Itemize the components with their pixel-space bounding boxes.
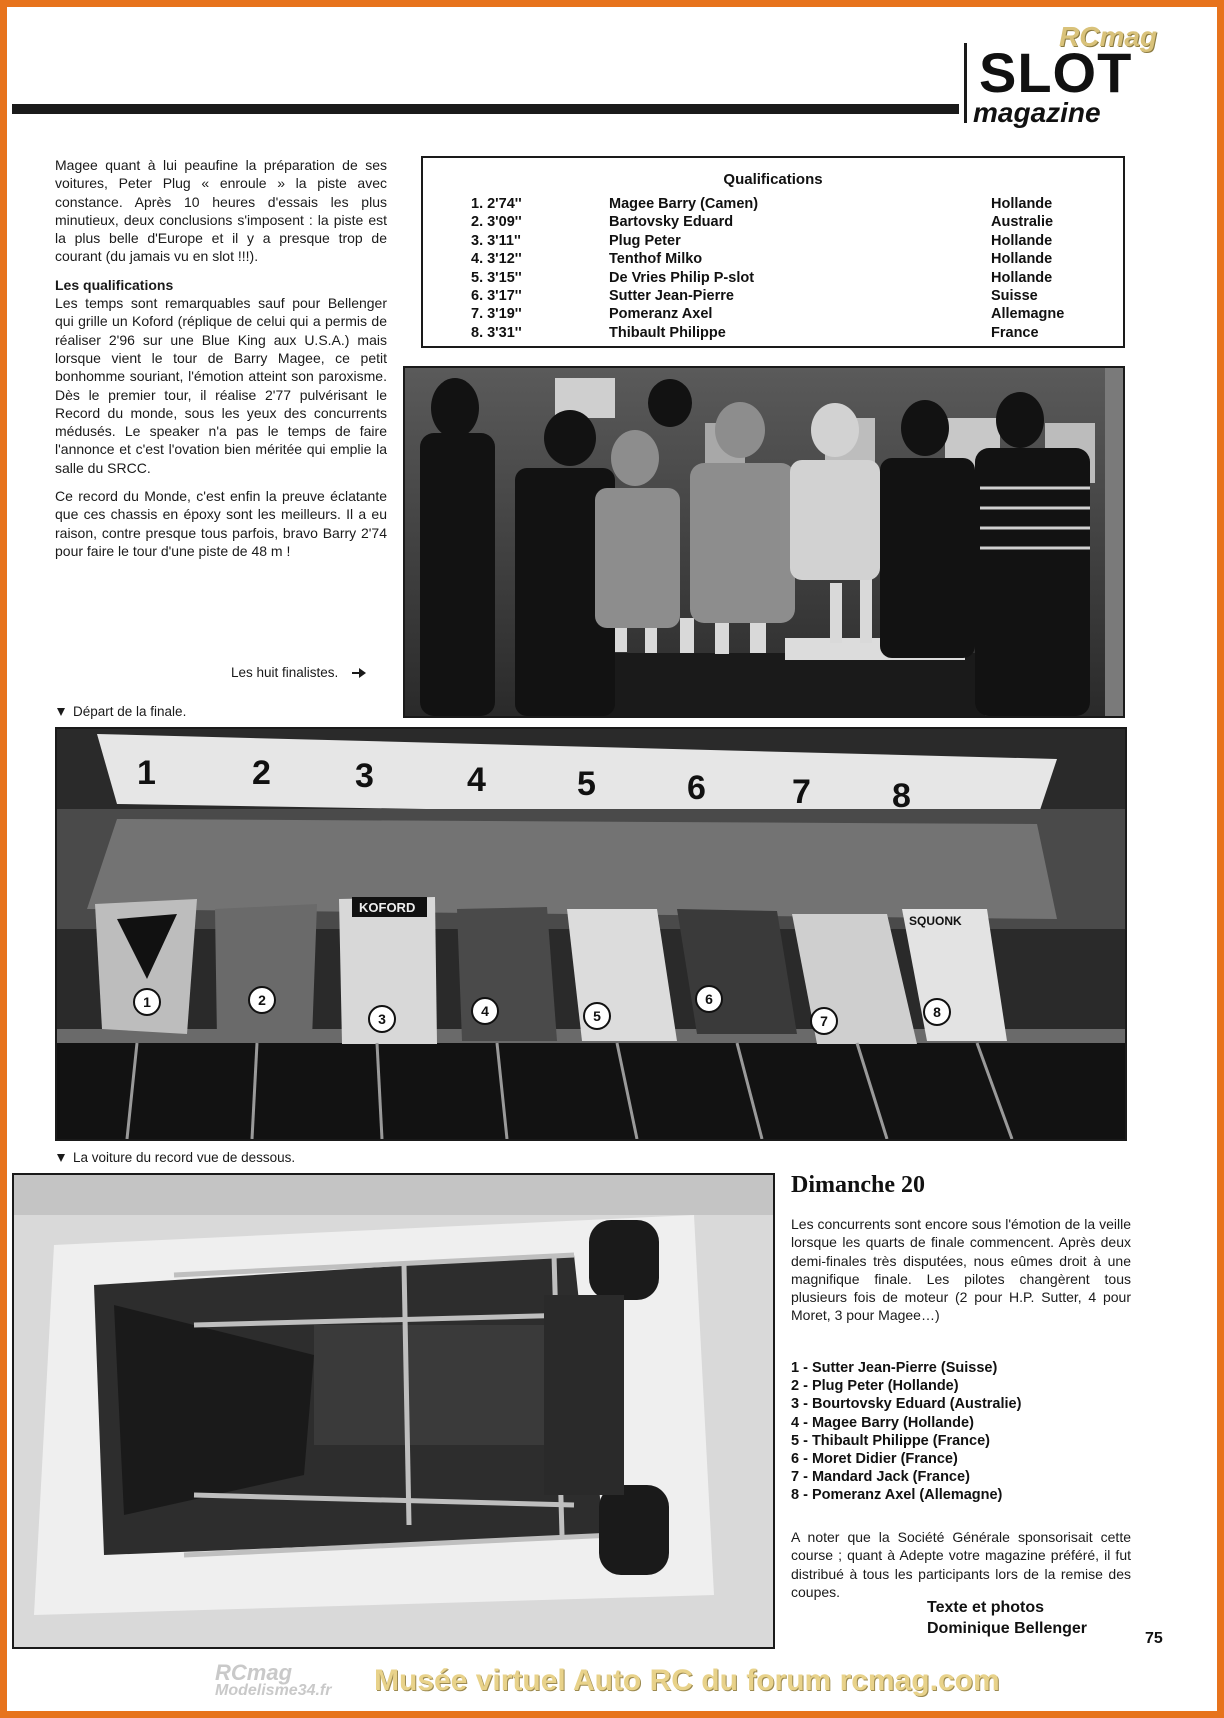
qualifications-title: Qualifications [723, 171, 823, 188]
qual-country: Hollande [991, 269, 1053, 286]
qualification-row [471, 269, 1111, 287]
article-intro: Magee quant à lui peaufine la préparation de ses voitures, Peter Plug « enroule » la piste avec constance. Après 10 heures d'essais les plus minutieux, deux conclusions s'imposent : la piste est la plus belle d'Europe et il y a presque trop de courant (du jamais vu en slot !!!). [55, 157, 387, 265]
qualifications-box [421, 156, 1125, 348]
car-number: 1 [143, 994, 151, 1010]
grid-number: 3 [355, 757, 374, 795]
qualification-row [471, 195, 1111, 213]
squonk-label: SQUONK [909, 914, 962, 928]
qual-name: Sutter Jean-Pierre [609, 288, 734, 305]
grid-number: 8 [892, 777, 911, 815]
chassis-illustration [14, 1175, 773, 1647]
qualification-row [471, 324, 1111, 342]
koford-label: KOFORD [359, 900, 416, 915]
dimanche-text: Les concurrents sont encore sous l'émotion de la veille lorsque les quarts de finale commencent. Après deux demi-finales très disputées, nous eûmes droit à une magnifique finale. Les pilotes changèrent tous plusieurs fois de moteur (2 pour H.P. Sutter, 4 pour Moret, 3 pour Magee…) [791, 1216, 1131, 1324]
car-number: 7 [820, 1013, 828, 1029]
caption-finalists-text: Les huit finalistes. [231, 665, 339, 680]
qual-name: Plug Peter [609, 232, 681, 249]
result-row: 1 - Sutter Jean-Pierre (Suisse) [791, 1360, 998, 1376]
magazine-page [7, 7, 1217, 1711]
result-row: 5 - Thibault Philippe (France) [791, 1432, 990, 1449]
arrow-right-icon [352, 672, 364, 674]
qual-country: Hollande [991, 196, 1053, 212]
start-grid-illustration [57, 729, 1125, 1139]
grid-number: 6 [687, 769, 706, 807]
qualifications-section [55, 276, 387, 477]
final-results-list [791, 1359, 1131, 1505]
footer-logo-sub: Modelisme34.fr [215, 1682, 332, 1699]
qual-rank: 6. 3'17'' [471, 288, 522, 305]
result-row: 8 - Pomeranz Axel (Allemagne) [791, 1487, 1003, 1504]
qual-rank: 4. 3'12'' [471, 251, 522, 268]
qualification-row [471, 287, 1111, 305]
finalists-photo [403, 366, 1125, 718]
grid-number: 1 [137, 754, 156, 792]
car-number: 4 [481, 1003, 489, 1019]
caption-depart-text: Départ de la finale. [73, 704, 187, 719]
caption-finalists [231, 665, 364, 681]
qual-rank: 3. 3'11'' [471, 232, 521, 249]
qual-name: Tenthof Milko [609, 251, 703, 268]
result-row: 7 - Mandard Jack (France) [791, 1469, 970, 1486]
qualifications-text: Les temps sont remarquables sauf pour Bellenger qui grille un Koford (réplique de celui qui a permis de réaliser 2'96 sur une Blue King aux U.S.A.) mais lorsque vient le tour de Barry Magee, ce petit bonhomme souriant, l'émotion atteint son paroxisme. Dès le premier tour, il réalise 2'77 pulvérisant le Record du monde, sous les yeux des concurrents médusés. Le speaker n'a pas le temps de faire l'annonce et c'est l'ovation bien méritée qui emplie la salle du SRCC. [55, 295, 387, 476]
qualifications-table [471, 195, 1111, 342]
caption-dessous [57, 1150, 295, 1166]
top-rule [12, 104, 959, 114]
start-grid-photo [55, 727, 1127, 1141]
masthead-magazine: magazine [973, 97, 1101, 128]
caption-dessous-text: La voiture du record vue de dessous. [73, 1150, 296, 1165]
finalists-photo-illustration [405, 368, 1123, 716]
grid-number: 7 [792, 773, 811, 811]
qual-name: De Vries Philip P-slot [609, 269, 755, 286]
result-row: 4 - Magee Barry (Hollande) [791, 1414, 974, 1431]
triangle-down-icon [57, 1154, 65, 1162]
car-number: 8 [933, 1004, 941, 1020]
page-number: 75 [1145, 1630, 1163, 1647]
qual-rank: 8. 3'31'' [471, 324, 522, 341]
qual-country: Australie [991, 214, 1054, 231]
qual-name: Thibault Philippe [609, 324, 726, 341]
chassis-photo [12, 1173, 775, 1649]
car-number: 2 [258, 992, 266, 1008]
qualification-row [471, 250, 1111, 268]
qual-rank: 2. 3'09'' [471, 214, 522, 231]
record-text: Ce record du Monde, c'est enfin la preuve éclatante que ces chassis en époxy sont les meilleurs. Il a eu raison, contre presque tous parfois, bravo Barry 2'74 pour faire le tour d'une piste de 48 m ! [55, 488, 387, 559]
qual-country: Suisse [991, 288, 1038, 305]
qual-country: Hollande [991, 251, 1053, 268]
qual-country: Allemagne [991, 306, 1065, 323]
car-number: 5 [593, 1008, 601, 1024]
result-row: 3 - Bourtovsky Eduard (Australie) [791, 1396, 1022, 1413]
car-number: 3 [378, 1011, 386, 1027]
caption-depart [57, 704, 186, 720]
result-row: 2 - Plug Peter (Hollande) [791, 1378, 959, 1395]
footer-watermark: Musée virtuel Auto RC du forum rcmag.com [374, 1664, 1000, 1697]
article-left-column [55, 156, 387, 570]
qual-name: Pomeranz Axel [609, 306, 713, 323]
masthead-slot: SLOT [979, 41, 1133, 104]
qual-country: Hollande [991, 232, 1053, 249]
car-number: 6 [705, 991, 713, 1007]
qual-rank: 5. 3'15'' [471, 269, 522, 286]
qual-rank: 7. 3'19'' [471, 306, 522, 323]
grid-number: 5 [577, 765, 596, 803]
footer-logo: RCmag [215, 1660, 293, 1685]
dimanche-heading: Dimanche 20 [791, 1172, 925, 1198]
credit-line-2: Dominique Bellenger [927, 1620, 1088, 1637]
qualifications-heading: Les qualifications [55, 276, 174, 293]
qualification-row [471, 213, 1111, 231]
qual-name: Magee Barry (Camen) [609, 196, 759, 212]
credit-line-1: Texte et photos [927, 1599, 1045, 1616]
qual-name: Bartovsky Eduard [609, 214, 734, 231]
qualification-row [471, 232, 1111, 250]
qual-rank: 1. 2'74'' [471, 196, 522, 212]
result-row: 6 - Moret Didier (France) [791, 1451, 958, 1468]
qual-country: France [991, 324, 1039, 341]
triangle-down-icon [57, 708, 65, 716]
credit [927, 1597, 1087, 1639]
grid-number: 2 [252, 754, 271, 792]
sponsor-text: A noter que la Société Générale sponsorisait cette course ; quant à Adepte votre magazine préféré, il fut distribué à tous les participants lors de la remise des coupes. [791, 1529, 1131, 1600]
rcmag-watermark: RCmag [1059, 21, 1158, 52]
grid-number: 4 [467, 761, 486, 799]
masthead-divider [964, 43, 967, 123]
qualification-row [471, 305, 1111, 323]
